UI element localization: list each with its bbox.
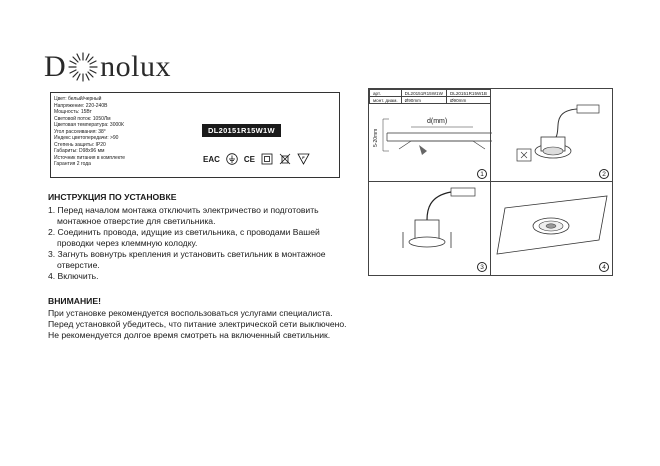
spec-line: Световой поток: 1050Лм bbox=[54, 115, 111, 122]
instruction-step: 4. Включить. bbox=[48, 271, 99, 281]
spec-line: Напряжение: 220-240В bbox=[54, 102, 108, 109]
eac-mark-icon: EAC bbox=[203, 154, 220, 164]
depth-label: 5-20mm bbox=[373, 128, 379, 147]
spec-list bbox=[54, 96, 125, 168]
table-cell: монт. диам. bbox=[370, 97, 402, 104]
spec-line: Цвет: белый/черный bbox=[54, 96, 102, 102]
step-number-3: 3 bbox=[477, 262, 487, 272]
installation-diagrams bbox=[368, 88, 613, 276]
model-number: DL20151R15W1W bbox=[202, 124, 281, 137]
step-number-1: 1 bbox=[477, 169, 487, 179]
instruction-step: 2. Соединить провода, идущие из светильника, с проводами Вашей проводки через клеммную колодку. bbox=[48, 227, 320, 248]
diagram-step-1 bbox=[368, 88, 491, 182]
spec-line: Индекс цветопередачи: >90 bbox=[54, 135, 119, 141]
diameter-label: d(mm) bbox=[427, 118, 448, 125]
table-cell: DL20151R15W1W bbox=[401, 90, 446, 97]
svg-text:F: F bbox=[302, 155, 305, 160]
warning-title: ВНИМАНИЕ! bbox=[48, 296, 101, 306]
installation-instructions bbox=[48, 192, 348, 341]
brand-text-end: nolux bbox=[100, 50, 172, 83]
table-cell: Ø90mm bbox=[446, 97, 490, 104]
spec-line: Цветовая температура: 3000К bbox=[54, 122, 124, 128]
table-cell: DL20151R15W1B bbox=[446, 90, 490, 97]
diagram-step-4 bbox=[490, 181, 613, 276]
warning-line: Перед установкой убедитесь, что питание электрической сети выключено. bbox=[48, 319, 347, 329]
brand-logo bbox=[44, 50, 171, 84]
sun-burst-icon bbox=[67, 51, 99, 83]
no-dispose-icon bbox=[279, 153, 291, 165]
instruction-step: 1. Перед началом монтажа отключить электричество и подготовить монтажное отверстие для светильника. bbox=[48, 205, 319, 226]
warning-line: Не рекомендуется долгое время смотреть на включенный светильник. bbox=[48, 330, 331, 340]
certification-marks bbox=[203, 153, 310, 165]
diagram-step-2 bbox=[490, 88, 613, 182]
insertion-drawing bbox=[369, 182, 492, 277]
step-number-4: 4 bbox=[599, 262, 609, 272]
wiring-drawing bbox=[491, 89, 614, 183]
step-number-2: 2 bbox=[599, 169, 609, 179]
instructions-title: ИНСТРУКЦИЯ ПО УСТАНОВКЕ bbox=[48, 192, 177, 202]
diagram-step-3 bbox=[368, 181, 491, 276]
spec-panel bbox=[50, 92, 340, 178]
ground-symbol-icon bbox=[226, 153, 238, 165]
spec-line: Угол рассеивания: 38° bbox=[54, 128, 106, 135]
spec-line: Габариты: D98х96 мм bbox=[54, 148, 105, 154]
installed-fixture-drawing bbox=[491, 182, 614, 277]
spec-line: Мощность: 15Вт bbox=[54, 109, 92, 115]
spec-line: Источник питания в комплекте bbox=[54, 154, 126, 161]
instruction-step: 3. Загнуть вовнутрь крепления и установить светильник в монтажное отверстие. bbox=[48, 249, 326, 270]
ce-mark-icon: CE bbox=[243, 154, 256, 164]
brand-text-start: D bbox=[44, 50, 67, 83]
class-ii-icon bbox=[261, 153, 273, 165]
spec-line: Степень защиты: IP20 bbox=[54, 141, 106, 148]
lamp-rating-icon bbox=[297, 153, 310, 165]
spec-line: Гарантия 2 года bbox=[54, 161, 91, 167]
table-cell: Ø90mm bbox=[401, 97, 446, 104]
ceiling-cutout-drawing bbox=[369, 89, 492, 183]
table-cell: арт. bbox=[370, 90, 402, 97]
warning-line: При установке рекомендуется воспользоваться услугами специалиста. bbox=[48, 308, 333, 318]
